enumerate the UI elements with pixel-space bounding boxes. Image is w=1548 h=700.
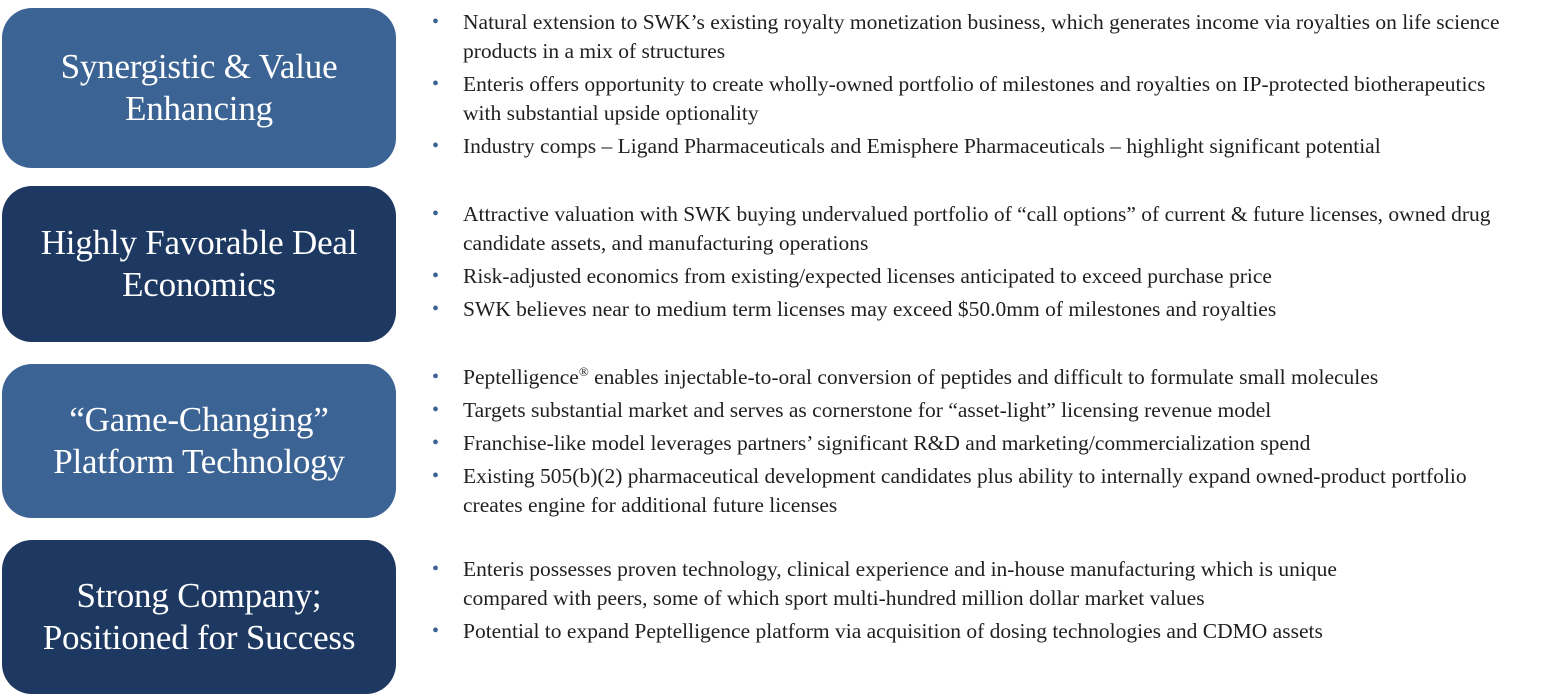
bullet-text: Attractive valuation with SWK buying undervalued portfolio of “call options” of current & future licenses, owned drug candidate assets, and manufacturing operations	[463, 202, 1491, 255]
bullet-icon: •	[432, 298, 440, 320]
bullet-icon: •	[432, 558, 440, 580]
bullet-icon: •	[432, 620, 440, 642]
section-4-title-box: Strong Company; Positioned for Success	[2, 540, 396, 694]
bullet-item	[432, 295, 1512, 324]
bullet-item	[432, 429, 1512, 458]
section-2-bullets	[432, 200, 1512, 328]
bullet-item	[432, 200, 1512, 258]
bullet-icon: •	[432, 265, 440, 287]
bullet-icon: •	[432, 11, 440, 33]
bullet-item	[432, 132, 1512, 161]
peptelligence-term: Peptelligence	[463, 365, 579, 389]
bullet-item	[432, 70, 1512, 128]
bullet-text-rest: enables injectable-to-oral conversion of peptides and difficult to formulate small molecules	[588, 365, 1379, 389]
bullet-text	[463, 365, 1378, 389]
bullet-item	[432, 396, 1512, 425]
section-2-title-box: Highly Favorable Deal Economics	[2, 186, 396, 342]
bullet-text: Potential to expand Peptelligence platform via acquisition of dosing technologies and CDMO assets	[463, 619, 1323, 643]
bullet-text: Natural extension to SWK’s existing royalty monetization business, which generates income via royalties on life science products in a mix of structures	[463, 10, 1500, 63]
bullet-text: Existing 505(b)(2) pharmaceutical development candidates plus ability to internally expand owned-product portfolio creates engine for additional future licenses	[463, 464, 1467, 517]
bullet-item	[432, 555, 1372, 613]
bullet-item	[432, 8, 1512, 66]
bullet-text: Risk-adjusted economics from existing/expected licenses anticipated to exceed purchase price	[463, 264, 1272, 288]
bullet-icon: •	[432, 366, 440, 388]
bullet-icon: •	[432, 399, 440, 421]
bullet-icon: •	[432, 203, 440, 225]
bullet-text: Industry comps – Ligand Pharmaceuticals and Emisphere Pharmaceuticals – highlight significant potential	[463, 134, 1381, 158]
bullet-text: Franchise-like model leverages partners’ significant R&D and marketing/commercialization spend	[463, 431, 1311, 455]
bullet-item	[432, 262, 1512, 291]
bullet-text: Targets substantial market and serves as cornerstone for “asset-light” licensing revenue model	[463, 398, 1272, 422]
section-1-bullets	[432, 8, 1512, 165]
section-1-title-box: Synergistic & Value Enhancing	[2, 8, 396, 168]
registered-mark: ®	[578, 363, 589, 379]
bullet-icon: •	[432, 465, 440, 487]
section-4-bullets	[432, 555, 1372, 650]
bullet-text: Enteris offers opportunity to create wholly-owned portfolio of milestones and royalties on IP-protected biotherapeutics with substantial upside optionality	[463, 72, 1486, 125]
bullet-icon: •	[432, 135, 440, 157]
bullet-item	[432, 363, 1512, 392]
section-3-bullets	[432, 363, 1512, 524]
bullet-icon: •	[432, 73, 440, 95]
section-3-title-box: “Game-Changing” Platform Technology	[2, 364, 396, 518]
bullet-text: SWK believes near to medium term licenses may exceed $50.0mm of milestones and royalties	[463, 297, 1277, 321]
bullet-icon: •	[432, 432, 440, 454]
bullet-item	[432, 462, 1512, 520]
bullet-item	[432, 617, 1372, 646]
bullet-text: Enteris possesses proven technology, clinical experience and in-house manufacturing which is unique compared with peers, some of which sport multi-hundred million dollar market values	[463, 557, 1337, 610]
